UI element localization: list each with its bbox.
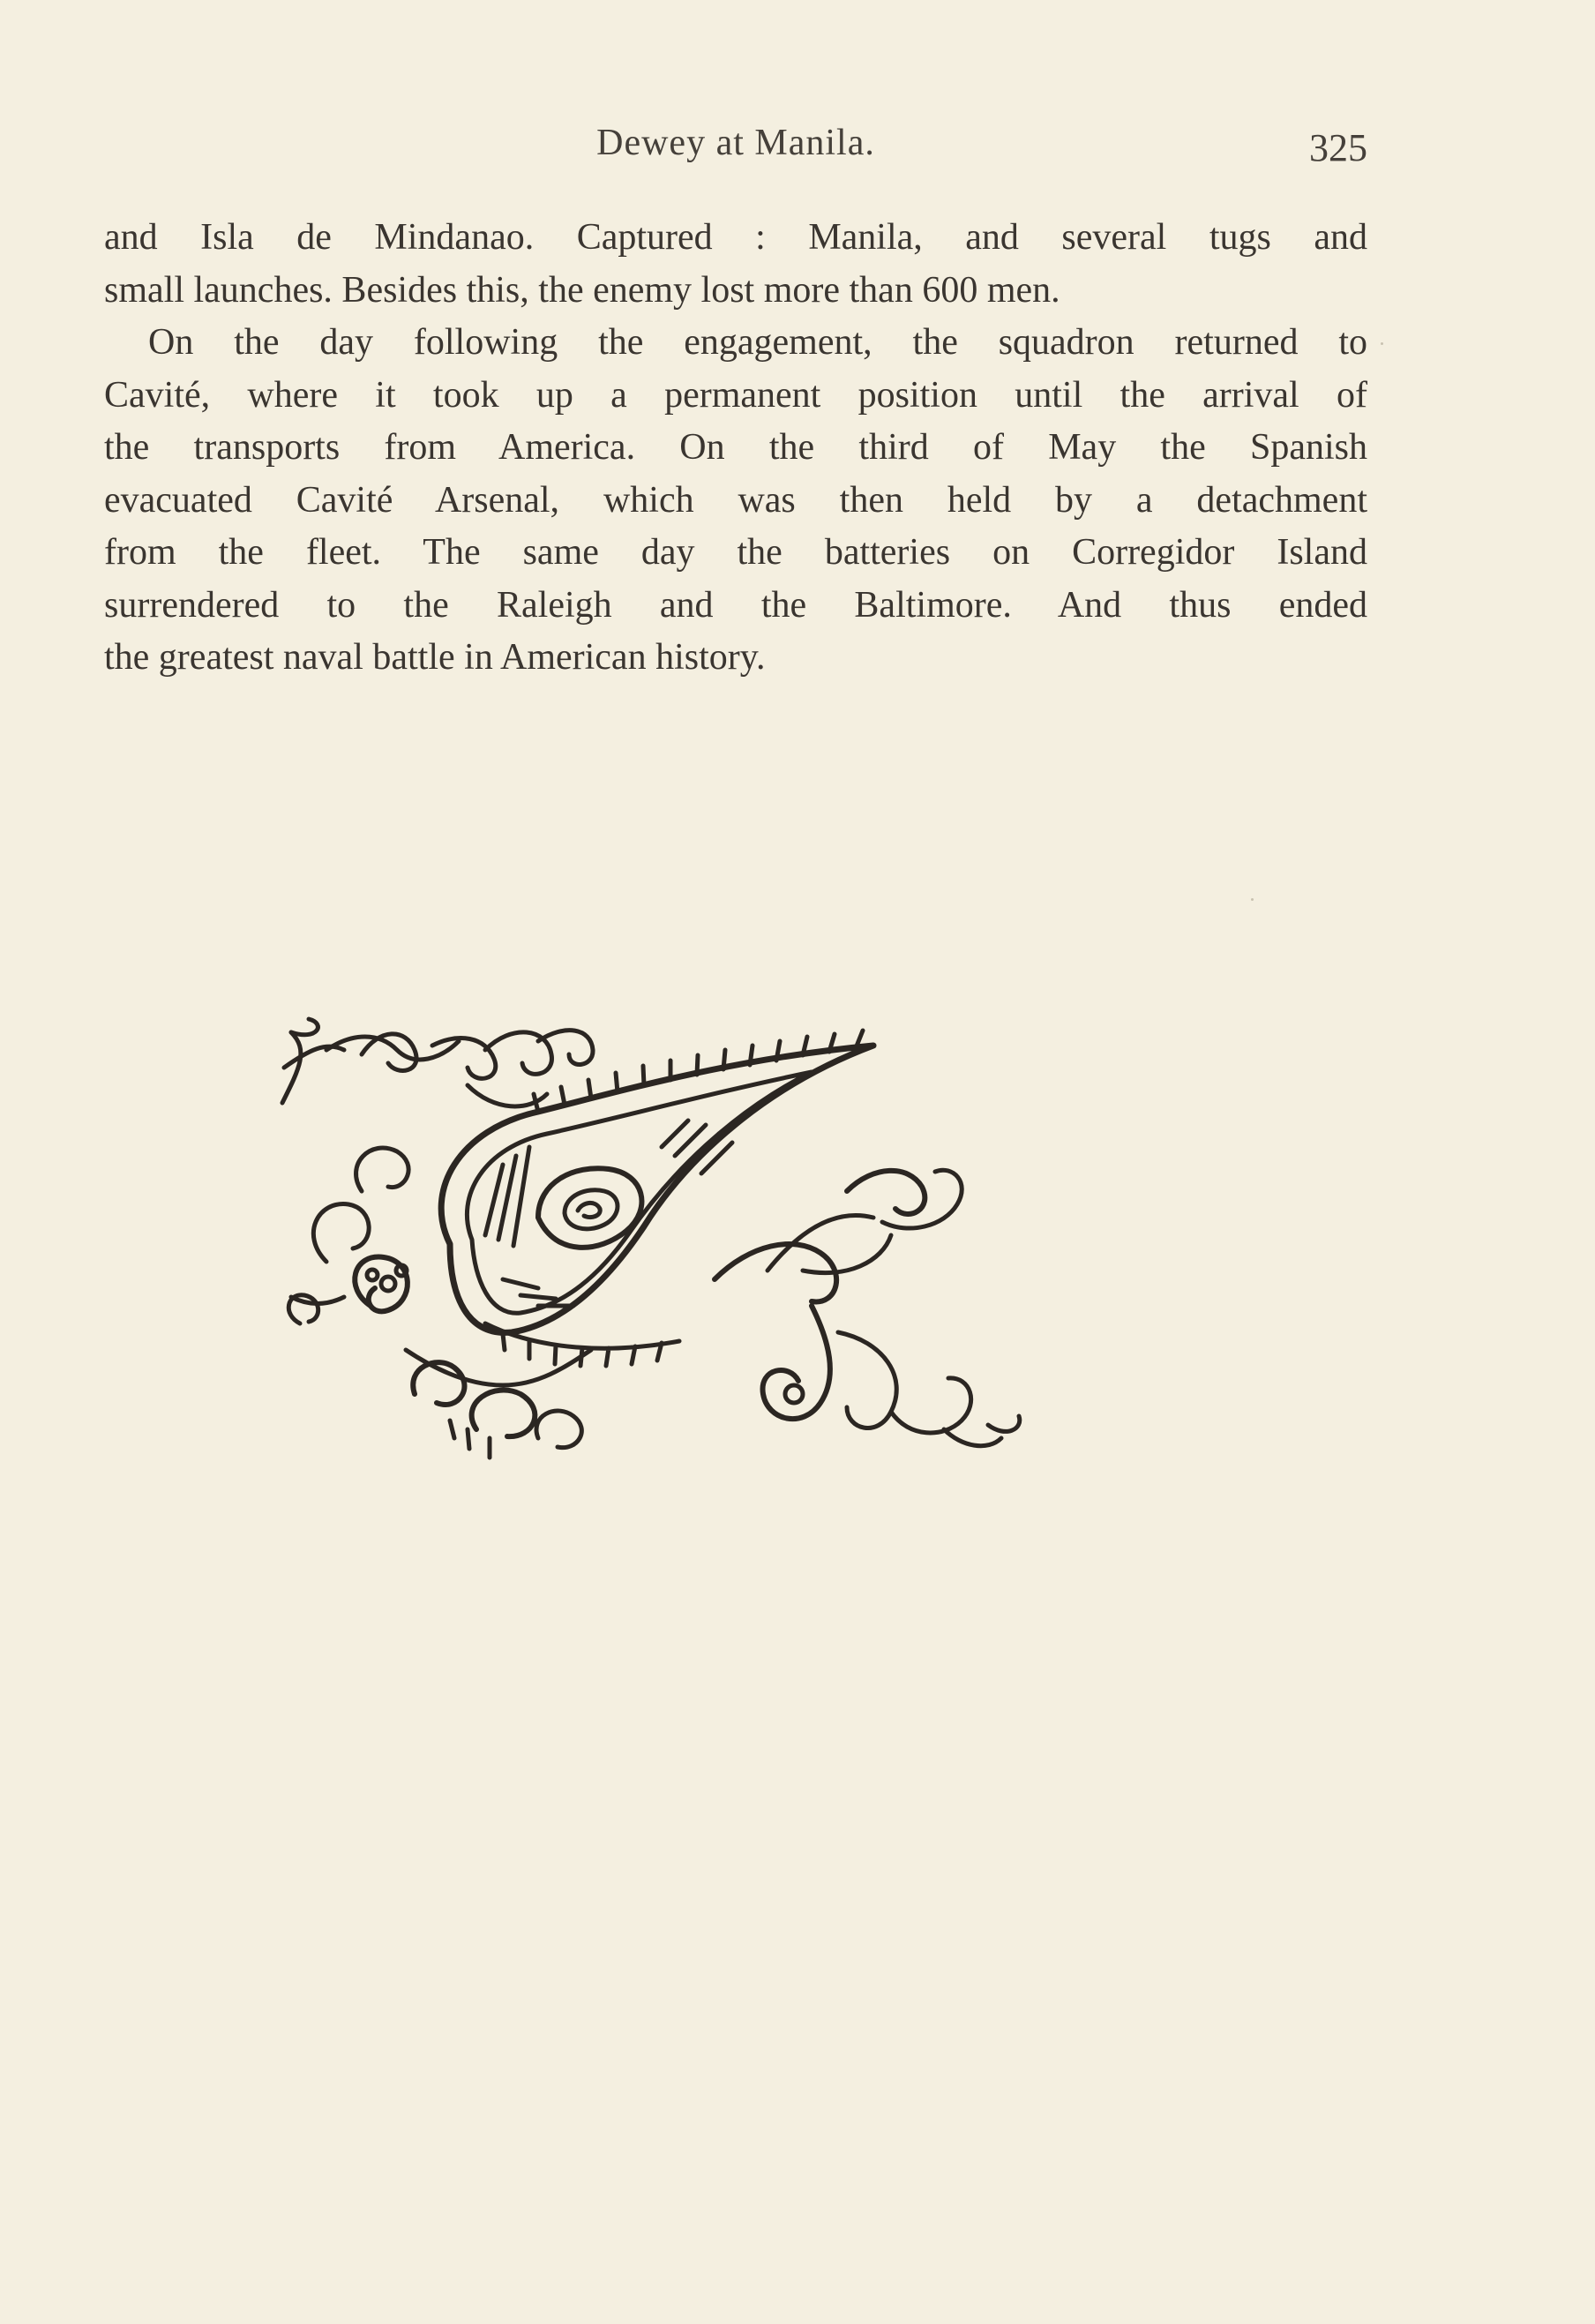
text-line: from the fleet. The same day the batteries on Corregidor Island xyxy=(104,532,1367,573)
running-title: Dewey at Manila. xyxy=(596,123,875,163)
text-line: evacuated Cavité Arsenal, which was then held by a detachment xyxy=(104,479,1367,521)
paper-speck xyxy=(1251,898,1254,901)
text-line: small launches. Besides this, the enemy lost more than 600 men. xyxy=(104,269,1060,311)
text-line: On the day following the engagement, the squadron returned to xyxy=(148,322,1367,363)
text-line: the transports from America. On the third of May the Spanish xyxy=(104,427,1367,468)
page-number: 325 xyxy=(1309,126,1367,169)
text-line: Cavité, where it took up a permanent position until the arrival of xyxy=(104,374,1367,416)
page-header xyxy=(104,122,1367,184)
text-line: surrendered to the Raleigh and the Baltimore. And thus ended xyxy=(104,584,1367,626)
text-line: the greatest naval battle in American history. xyxy=(104,637,766,678)
text-line: and Isla de Mindanao. Captured : Manila, and several tugs and xyxy=(104,217,1367,258)
paisley-tailpiece-ornament-icon xyxy=(273,1015,1200,1509)
paper-speck xyxy=(1381,342,1383,345)
body-text xyxy=(104,212,1367,685)
